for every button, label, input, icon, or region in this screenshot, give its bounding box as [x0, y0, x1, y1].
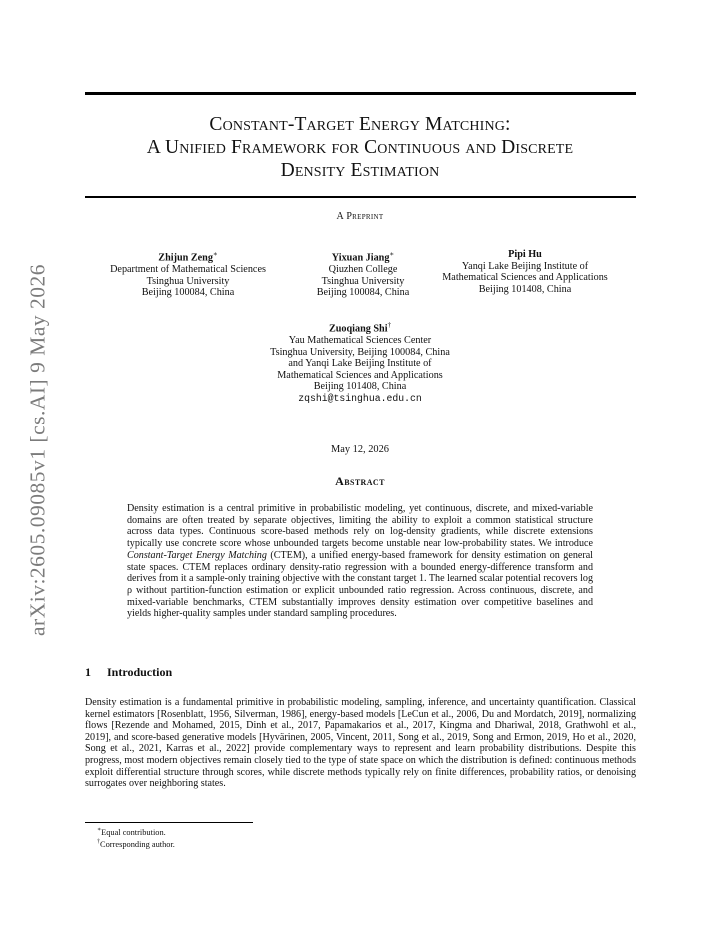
arxiv-stamp-text: arXiv:2605.09085v1 [cs.AI] 9 May 2026 [25, 263, 50, 637]
footnote-mark: † [97, 839, 100, 845]
footnote-rule [85, 822, 253, 823]
section-number: 1 [85, 665, 91, 679]
author-affiliation-line: Beijing 101408, China [478, 283, 572, 295]
author-affiliation-line: Beijing 101408, China [313, 381, 407, 393]
paper-title [60, 113, 660, 182]
abstract-heading: Abstract [335, 474, 385, 488]
corresponding-author-block [210, 320, 510, 405]
footnote-2 [97, 837, 175, 850]
author-affiliation-line: Yanqi Lake Beijing Institute of [461, 260, 589, 272]
author-block-3 [420, 249, 630, 295]
author-email[interactable]: zqshi@tsinghua.edu.cn [298, 392, 422, 404]
abstract-text-part-1: Density estimation is a central primitive in probabilistic modeling, yet continuous, discrete, and mixed-variable domains are often treated by separate objectives, limiting the ability to exploit a common statistical structure across data types. Continuous score-based methods rely on log-density gradients, while discrete extensions typically use concrete score whose unbounded targets become unstable near low-probability states. We introduce [127, 503, 593, 550]
publication-date: May 12, 2026 [330, 444, 389, 455]
author-name: Zuoqiang Shi [328, 323, 388, 335]
abstract-text-part-2: (CTEM), a unified energy-based framework for density estimation on general state spaces. CTEM replaces ordinary density-ratio regression with a bounded energy-difference transform and derives from it a sample-only training objective with the constant target 1. The learned scalar potential recovers log ρ without partition-function estimation or explicit unbounded ratio regression. Across continuous, discrete, and mixed-variable benchmarks, CTEM substantially improves density estimation over competitive baselines and yields higher-quality samples under standard sampling procedures. [127, 549, 593, 620]
author-affiliation-line: Qiuzhen College [328, 263, 398, 275]
footnote-1 [97, 825, 166, 838]
title-line-3: Density Estimation [280, 160, 440, 181]
author-affiliation-line: Beijing 100084, China [316, 287, 410, 299]
author-affiliation-line: Department of Mathematical Sciences [110, 263, 266, 275]
footnote-text: Equal contribution. [101, 827, 166, 837]
title-line-2: A Unified Framework for Continuous and Discrete [146, 137, 574, 158]
author-name: Pipi Hu [508, 249, 542, 260]
title-line-1: Constant-Target Energy Matching: [209, 114, 511, 135]
author-affiliation-line: Beijing 100084, China [141, 287, 235, 299]
footnote-text: Corresponding author. [100, 839, 175, 849]
author-affiliation-line: Tsinghua University [321, 275, 405, 287]
author-block-1 [90, 249, 286, 299]
section-title: Introduction [107, 665, 173, 679]
author-block-2 [290, 249, 436, 299]
author-affiliation-line: and Yanqi Lake Beijing Institute of [288, 358, 432, 370]
author-affiliation-line: Yau Mathematical Sciences Center [288, 334, 432, 346]
footnote-mark: ∗ [97, 827, 102, 833]
author-mark: ∗ [389, 250, 395, 258]
author-affiliation-line: Mathematical Sciences and Applications [277, 369, 443, 381]
preprint-label: A Preprint [336, 211, 384, 222]
title-bottom-rule [85, 196, 636, 198]
author-affiliation-line: Tsinghua University, Beijing 100084, China [270, 346, 450, 358]
abstract-italic-term: Constant-Target Energy Matching [127, 549, 267, 561]
author-affiliation-line: Mathematical Sciences and Applications [442, 272, 608, 284]
author-name: Yixuan Jiang [331, 252, 390, 264]
author-name: Zhijun Zeng [158, 252, 213, 264]
author-affiliation-line: Tsinghua University [146, 275, 230, 287]
intro-paragraph: Density estimation is a fundamental primitive in probabilistic modeling, sampling, inference, and uncertainty quantification. Classical kernel estimators [Rosenblatt, 1956, Silverman, 1986], energy-based models [LeCun et al., 2006, Du and Mordatch, 2019], normalizing flows [Rezende and Mohamed, 2015, Dinh et al., 2017, Papamakarios et al., 2017, Kingma and Dhariwal, 2018, Grathwohl et al., 2019], and score-based generative models [Hyvärinen, 2005, Vincent, 2011, Song et al., 2019, Song and Ermon, 2019, Ho et al., 2020, Song et al., 2021, Karras et al., 2022] provide complementary ways to represent and learn probability distributions. Despite this progress, most modern objectives remain closely tied to the type of state space on which the distribution is defined: continuous methods exploit differential structure through scores, while discrete methods typically rely on finite differences, probability ratios, or denoising surrogates over neighboring states. [85, 697, 636, 790]
section-heading [85, 665, 172, 680]
title-top-rule [85, 92, 636, 95]
author-mark: ∗ [212, 250, 218, 258]
author-mark: † [387, 321, 392, 329]
abstract-body [127, 503, 593, 620]
